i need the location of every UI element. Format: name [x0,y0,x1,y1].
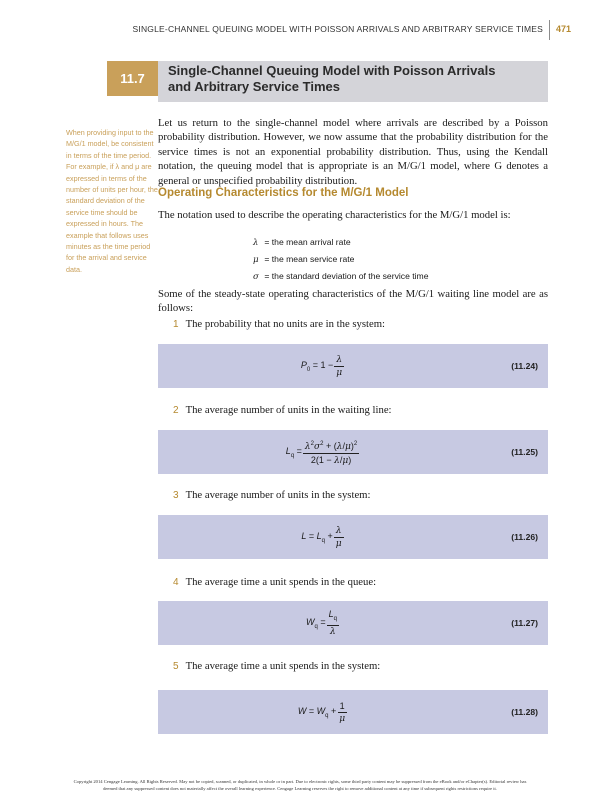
item-text: The average number of units in the waiting line: [185,404,392,416]
intro-paragraph: Let us return to the single-channel model where arrivals are described by a Poisson probability distribution. However, we now assume that the probability distribution for the service times is not an exponential probability distribution. Thus, using the Kendall notation, the queuing model that is appropriate is an M/G/1 model, where G denotes a general or unspecified probability distribution. [158,117,548,187]
list-item [173,660,380,672]
list-item [173,489,370,501]
item-text: The average time a unit spends in the system: [185,660,381,672]
definition-mu: μ = the mean service rate [253,254,355,265]
header-divider [549,20,550,40]
item-number: 5 [173,661,179,672]
running-head: SINGLE-CHANNEL QUEUING MODEL WITH POISSON ARRIVALS AND ARBITRARY SERVICE TIMES [132,24,543,34]
equation-box [158,515,548,559]
equation-box [158,690,548,734]
footer-line-1: Copyright 2014 Cengage Learning. All Rights Reserved. May not be copied, scanned, or duplicated, in whole or in part. Due to electronic rights, some third party content may be suppressed from the eBook and/or eChapter(s). Editorial review has [73,779,527,784]
equation-number: (11.28) [511,707,538,717]
item-number: 1 [173,319,179,330]
equation-w: $W = W_q$ + $\frac{1}{\mu}$ [297,700,346,724]
equation-wq: $W_q$ = $\frac{L_q}{\lambda}$ [306,609,337,637]
item-text: The probability that no units are in the system: [185,318,386,330]
definition-sigma: σ = the standard deviation of the service time [253,271,429,282]
equation-number: (11.24) [511,361,538,371]
equation-lq: $L_q$ = $\frac{\lambda^2\sigma^2 + (\lambda/\mu)^2}{2(1 - \lambda/\mu)}$ [285,440,358,466]
notation-intro: The notation used to describe the operating characteristics for the M/G/1 model is: [158,209,511,221]
equation-box [158,601,548,645]
list-item [173,318,385,330]
equation-box [158,430,548,474]
item-number: 3 [173,490,179,501]
section-title [158,61,548,102]
characteristics-intro: Some of the steady-state operating characteristics of the M/G/1 waiting line model are as follows: [158,288,548,315]
section-title-line-1: Single-Channel Queuing Model with Poisson Arrivals [168,63,496,78]
footer-line-2: deemed that any suppressed content does not materially affect the overall learning experience. Cengage Learning reserves the right to remove additional content at any time if subsequent rights restrictions require it. [103,785,497,791]
item-text: The average time a unit spends in the queue: [185,576,377,588]
equation-number: (11.26) [511,532,538,542]
equation-box [158,344,548,388]
section-title-line-2: and Arbitrary Service Times [168,79,340,94]
equation-p0: $P_0 = 1$ − $\frac{\lambda}{\mu}$ [300,354,343,378]
page-number: 471 [556,24,572,34]
copyright-footer [20,779,580,792]
equation-number: (11.27) [511,618,538,628]
definition-lambda: λ = the mean arrival rate [253,237,351,248]
margin-note: When providing input to the M/G/1 model, be consistent in terms of the time period. For example, if λ and μ are expressed in terms of the number of units per hour, the standard deviation of the service time should be expressed in hours. The example that follows uses minutes as the time period for the arrival and service data. [66,128,158,274]
equation-l: $L = L_q$ + $\frac{\lambda}{\mu}$ [301,525,342,549]
equation-number: (11.25) [511,447,538,457]
subheading: Operating Characteristics for the M/G/1 Model [158,187,409,199]
list-item [173,404,392,416]
item-text: The average number of units in the system: [185,489,371,501]
item-number: 2 [173,405,179,416]
item-number: 4 [173,577,179,588]
definitions-list [253,234,428,285]
list-item [173,576,376,588]
section-number: 11.7 [107,61,158,96]
